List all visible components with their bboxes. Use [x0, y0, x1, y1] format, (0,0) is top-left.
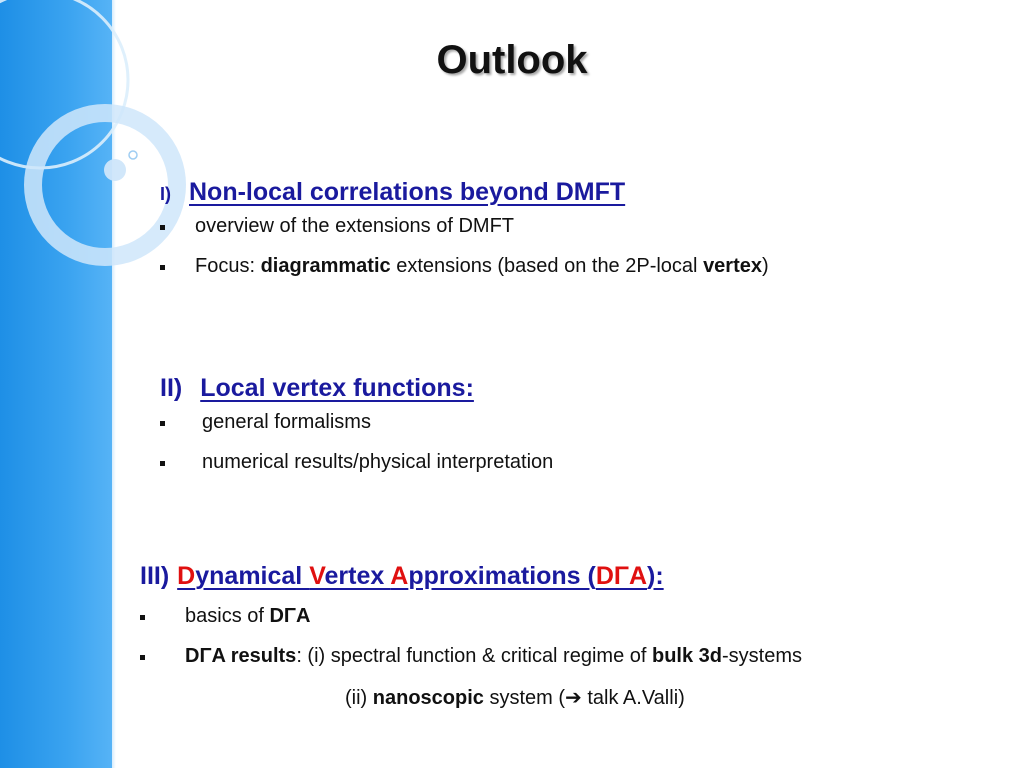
section-3-number: III)	[140, 562, 170, 590]
section-1-heading	[160, 178, 769, 207]
list-item: overview of the extensions of DMFT	[160, 215, 769, 255]
section-3	[140, 562, 802, 725]
section-2-heading	[160, 374, 553, 403]
list-item: DΓA results: (i) spectral function & critical regime of bulk 3d-systems	[140, 645, 802, 685]
page-title: Outlook	[436, 38, 588, 82]
section-2-title: Local vertex functions:	[200, 374, 474, 402]
list-item: Focus: diagrammatic extensions (based on the 2P-local vertex)	[160, 255, 769, 295]
bullet-icon	[160, 421, 165, 426]
bullet-icon	[140, 655, 145, 660]
section-1-number: I)	[160, 184, 171, 204]
list-item: numerical results/physical interpretation	[160, 451, 553, 491]
bullet-icon	[160, 225, 165, 230]
bullet-icon	[160, 265, 165, 270]
bullet-icon	[160, 461, 165, 466]
section-2	[160, 374, 553, 491]
section-2-number: II)	[160, 374, 183, 402]
list-item-continuation: (ii) nanoscopic system (➔ talk A.Valli)	[345, 687, 685, 709]
section-1-list	[160, 215, 769, 295]
list-item: basics of DΓA	[140, 605, 802, 645]
section-3-list	[140, 605, 802, 725]
section-1	[160, 178, 769, 295]
list-item: general formalisms	[160, 411, 553, 451]
section-2-list	[160, 411, 553, 491]
section-1-title: Non-local correlations beyond DMFT	[189, 178, 626, 206]
bullet-icon	[140, 615, 145, 620]
arrow-icon: ➔	[565, 687, 582, 709]
section-3-title: Dynamical Vertex Approximations (DΓA):	[177, 562, 664, 590]
section-3-heading	[140, 562, 802, 591]
